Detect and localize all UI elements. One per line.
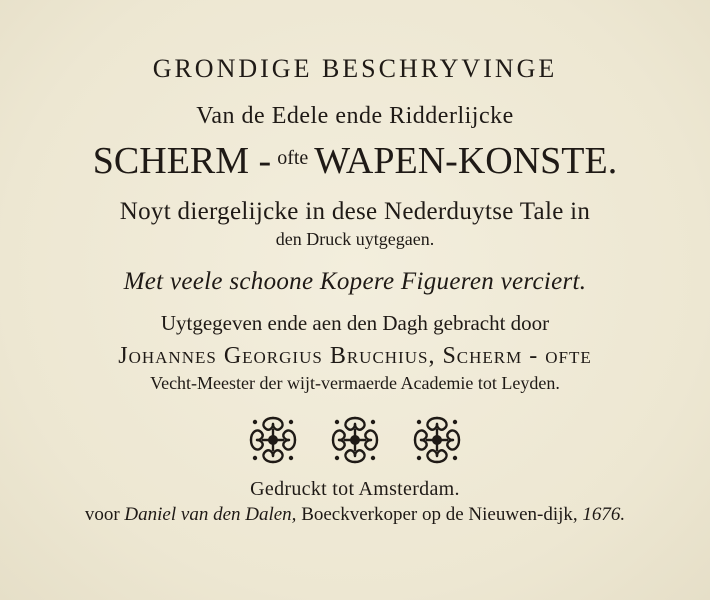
title-main (0, 142, 710, 180)
title-line-4: Noyt diergelijcke in dese Nederduytse Tale in (119, 198, 591, 225)
title-line-2: Van de Edele ende Ridderlijcke (196, 103, 514, 129)
title-line-5: den Druck uytgegaen. (275, 229, 435, 249)
title-main-ofte: ofte (277, 147, 309, 169)
imprint-publisher-name: Daniel van den Dalen, (124, 504, 297, 525)
title-main-part-2: WAPEN-KONSTE. (314, 140, 618, 182)
title-line-6: Met veele schoone Kopere Figueren verciert. (123, 268, 587, 295)
imprint-prefix: voor (84, 504, 120, 525)
imprint-place: Gedruckt tot Amsterdam. (250, 478, 460, 500)
fleuron-icon (245, 412, 301, 468)
author-line: Johannes Georgius Bruchius, Scherm - ofte (118, 343, 592, 369)
imprint-publisher-trade: Boeckverkoper op de Nieuwen-dijk, (301, 504, 578, 525)
title-line-1: GRONDIGE BESCHRYVINGE (152, 54, 558, 83)
title-main-part-1: SCHERM - (92, 140, 272, 182)
author-title-line: Vecht-Meester der wijt-vermaerde Academie tot Leyden. (150, 373, 560, 393)
imprint-publisher (0, 505, 710, 524)
fleuron-icon (409, 412, 465, 468)
title-line-7: Uytgegeven ende aen den Dagh gebracht door (160, 311, 550, 335)
fleuron-icon (327, 412, 383, 468)
ornament-row (245, 412, 465, 468)
imprint-year: 1676. (582, 504, 626, 525)
